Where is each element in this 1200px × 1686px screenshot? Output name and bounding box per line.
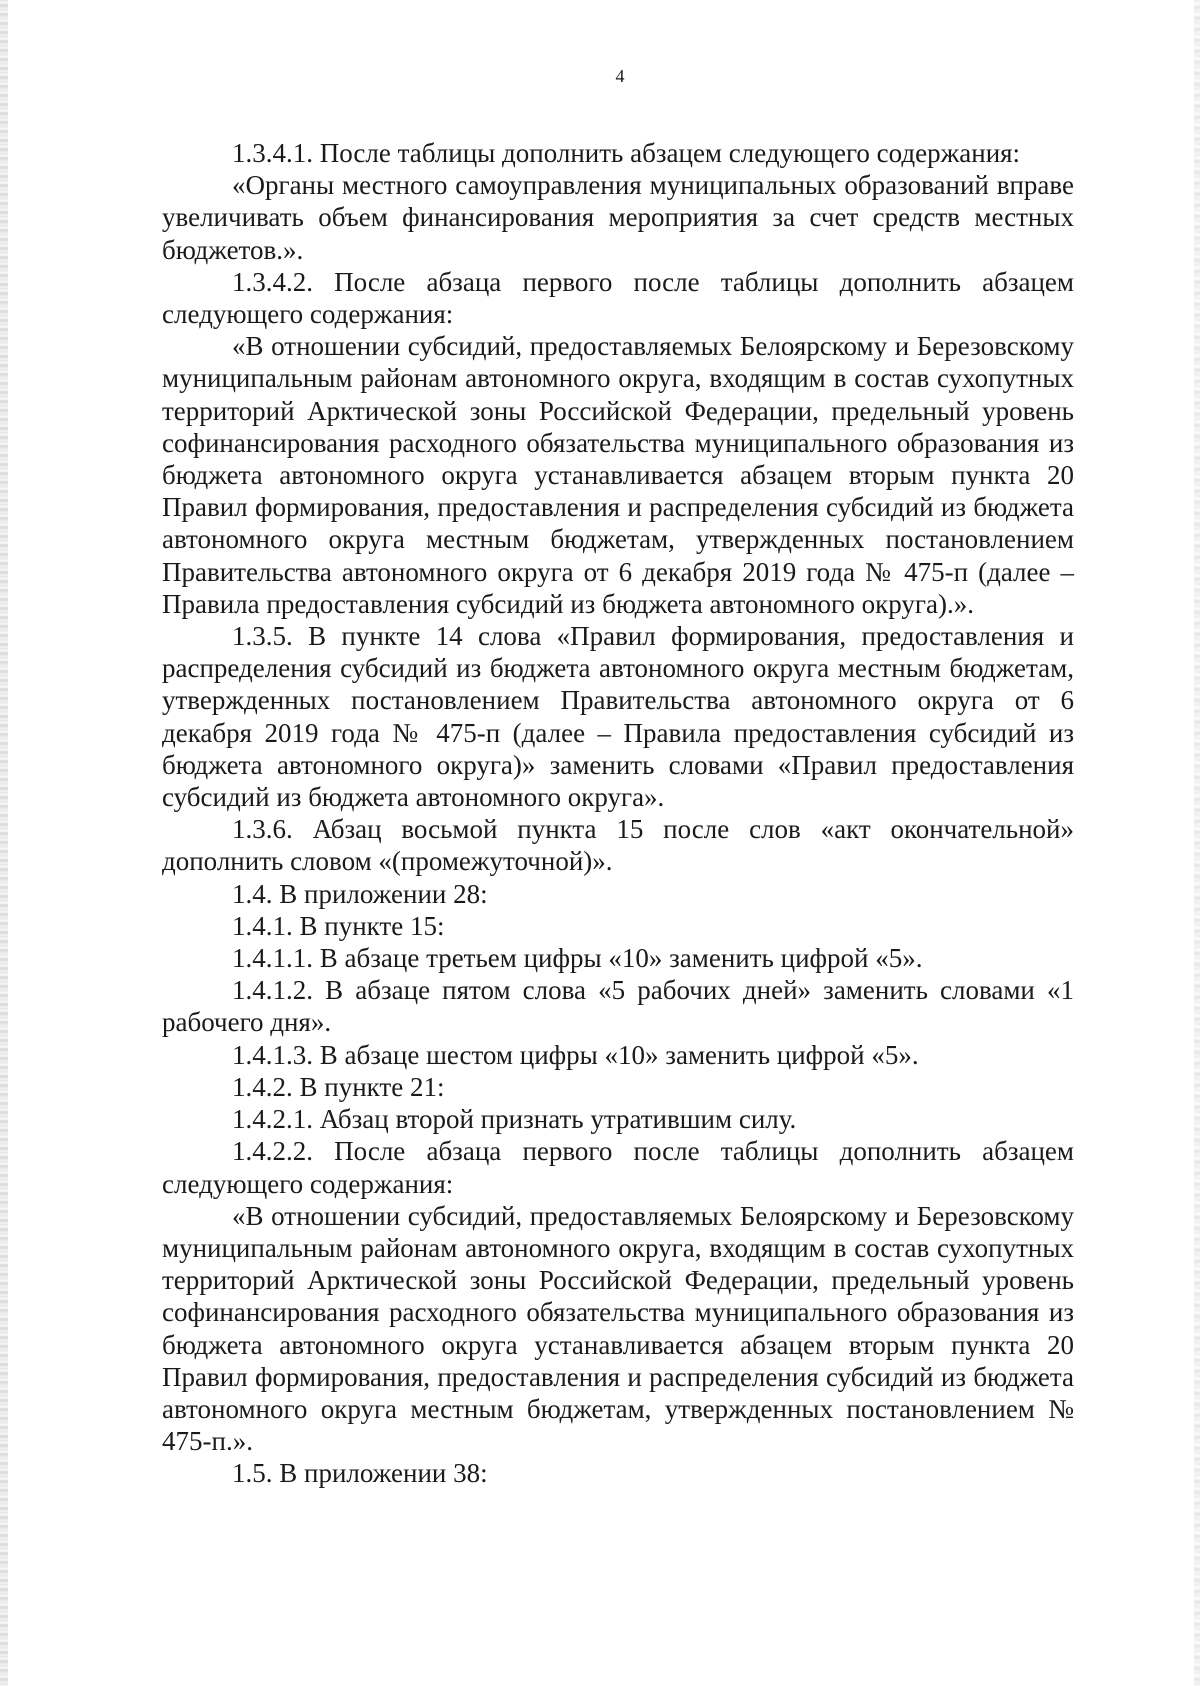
paragraph: 1.3.6. Абзац восьмой пункта 15 после слов «акт окончательной» дополнить словом «(промежуточной)».	[162, 814, 1074, 877]
paragraph: «В отношении субсидий, предоставляемых Белоярскому и Березовскому муниципальным районам автономного округа, входящим в состав сухопутных территорий Арктической зоны Российской Федерации, предельный уровень софинансирования расходного обязательства муниципального образования из бюджета автономного округа устанавливается абзацем вторым пункта 20 Правил формирования, предоставления и распределения субсидий из бюджета автономного округа местным бюджетам, утвержденных постановлением Правительства автономного округа от 6 декабря 2019 года № 475-п (далее – Правила предоставления субсидий из бюджета автономного округа).».	[162, 331, 1074, 619]
paragraph: «В отношении субсидий, предоставляемых Белоярскому и Березовскому муниципальным районам автономного округа, входящим в состав сухопутных территорий Арктической зоны Российской Федерации, предельный уровень софинансирования расходного обязательства муниципального образования из бюджета автономного округа устанавливается абзацем вторым пункта 20 Правил формирования, предоставления и распределения субсидий из бюджета автономного округа местным бюджетам, утвержденных постановлением № 475-п.».	[162, 1200, 1074, 1457]
scan-edge-left	[0, 0, 8, 1686]
paragraph: 1.3.4.1. После таблицы дополнить абзацем следующего содержания:	[232, 138, 1021, 168]
paragraph: 1.3.4.2. После абзаца первого после таблицы дополнить абзацем следующего содержания:	[162, 266, 1074, 330]
paragraph: 1.4.2.1. Абзац второй признать утратившим силу.	[232, 1104, 797, 1135]
paragraph: 1.4.1.1. В абзаце третьем цифры «10» заменить цифрой «5».	[232, 943, 923, 974]
paragraph: 1.3.5. В пункте 14 слова «Правил формирования, предоставления и распределения субсидий из бюджета автономного округа местным бюджетам, утвержденных постановлением Правительства автономного округа от 6 декабря 2019 года № 475-п (далее – Правила предоставления субсидий из бюджета автономного округа)» заменить словами «Правил предоставления субсидий из бюджета автономного округа».	[162, 621, 1074, 813]
page-number: 4	[615, 66, 625, 86]
paragraph: 1.4.1. В пункте 15:	[232, 910, 445, 941]
paragraph: 1.4.1.3. В абзаце шестом цифры «10» заменить цифрой «5».	[232, 1039, 919, 1070]
paragraph: 1.4.2.2. После абзаца первого после таблицы дополнить абзацем следующего содержания:	[162, 1136, 1074, 1199]
scan-edge-right	[1194, 0, 1200, 1686]
document-body	[162, 137, 1074, 1490]
paragraph: 1.5. В приложении 38:	[232, 1458, 488, 1489]
paragraph: 1.4. В приложении 28:	[232, 878, 488, 909]
paragraph: 1.4.1.2. В абзаце пятом слова «5 рабочих дней» заменить словами «1 рабочего дня».	[162, 975, 1074, 1038]
paragraph: 1.4.2. В пункте 21:	[232, 1071, 445, 1102]
paragraph: «Органы местного самоуправления муниципальных образований вправе увеличивать объем финансирования мероприятия за счет средств местных бюджетов.».	[162, 170, 1074, 265]
